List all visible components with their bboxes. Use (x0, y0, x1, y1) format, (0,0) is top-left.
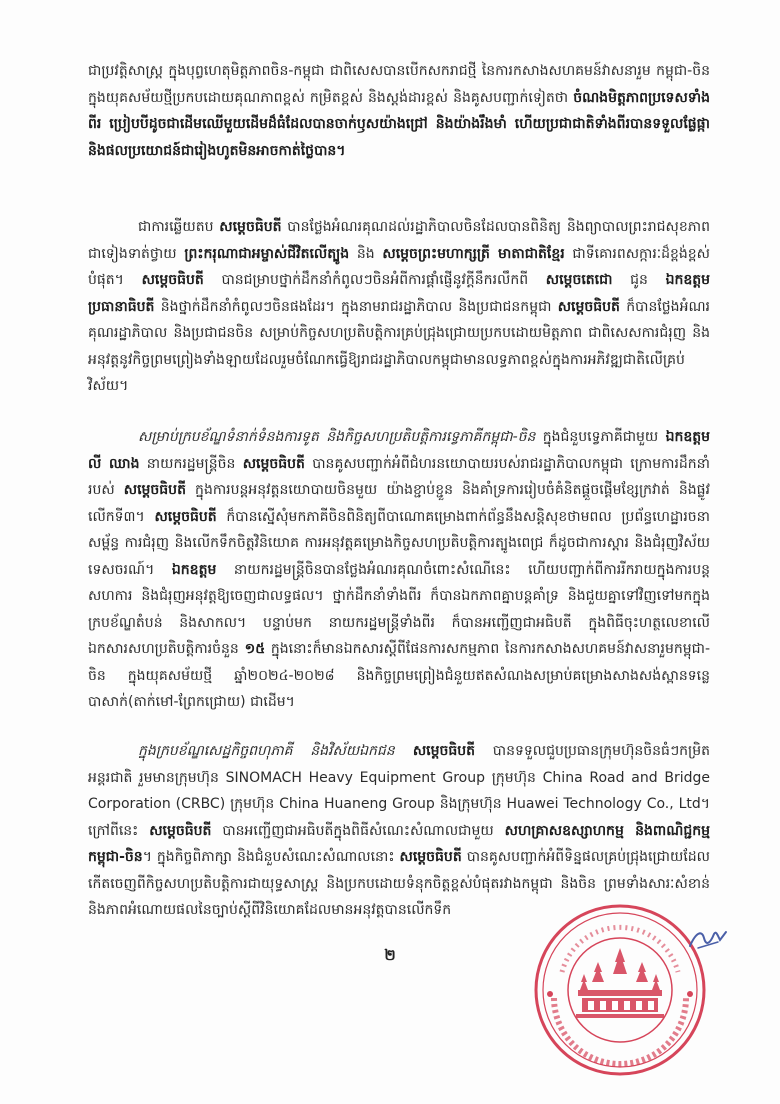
paragraph-3-text-3: បានគូសបញ្ជាក់អំពីជំហរនយោបាយរបស់រាជរដ្ឋាភិបាលកម្ពុជា ក្រោមការដឹកនាំរបស់ (88, 455, 711, 498)
paragraph-2-bold-5: សម្តេចតេជោ (545, 272, 613, 288)
paragraph-3-bold-2: សម្តេចធិបតី (242, 455, 305, 472)
paragraph-1 (88, 58, 710, 164)
paragraph-3-text-4: ក្នុងការបន្តអនុវត្តនយោបាយចិនមួយ យ៉ាងខ្ជាប់ខ្ជួន និងគាំទ្រការរៀបចំគំនិតផ្តួចផ្តើមខ្សែក្រវាត់ និងផ្លូវ លើកទី៣។ (88, 482, 710, 525)
paragraph-1-bold: ចំណងមិត្តភាពប្រទេសទាំងពីរ ប្រៀបបីដូចជាដើមឈើមួយដើមដ៏ធំដែលបានចាក់ឫសយ៉ាងជ្រៅ និងយ៉ាងរឹងមាំ ហើយប្រជាជាតិទាំងពីរបានទទួលផ្លែផ្កានិងផលប្រយោជន៍ជារៀងហូតមិនអាចកាត់ថ្លៃបាន។ (88, 89, 710, 159)
paragraph-4-bold-3: សហគ្រាសឧស្សាហកម្ម និងពាណិជ្ជកម្មកម្ពុជា-ចិន (88, 822, 710, 865)
paragraph-4-italic: ក្នុងក្របខ័ណ្ឌសេដ្ឋកិច្ចពហុភាគី និងវិស័យឯកជន (138, 743, 395, 759)
angkor-wat-seal-icon (532, 902, 708, 1078)
paragraph-3-bold-5: ឯកឧត្តម (171, 561, 217, 578)
paragraph-2-text-1: ជាការឆ្លើយតប (138, 219, 220, 235)
paragraph-2-text-7: និងថ្នាក់ដឹកនាំកំពូលៗចិនផងដែរ។ ក្នុងនាមរាជរដ្ឋាភិបាល និងប្រជាជនកម្ពុជា (154, 298, 558, 315)
paragraph-2-text-8: ក៏បានថ្លែងអំណរគុណរដ្ឋាភិបាល និងប្រជាជនចិន សម្រាប់កិច្ចសហប្រតិបត្តិការគ្រប់ជ្រុងជ្រោយប្រកបដោយមិត្តភាព ជាពិសេសការជំរុញ និងអនុវត្តនូវកិច្ចព្រមព្រៀងទាំងឡាយដែលរួមចំណែកធ្វើឱ្យរាជរដ្ឋាភិបាលកម្ពុជាមានលទ្ធភាពខ្ពស់ក្នុងការអភិវឌ្ឍជាតិលើគ្រប់វិស័យ។ (88, 298, 710, 394)
paragraph-4-bold-2: សម្តេចធិបតី (149, 822, 212, 839)
paragraph-3-bold-6: ១៥ (244, 641, 266, 657)
paragraph-3 (88, 424, 710, 716)
paragraph-4-text-4: បានគូសបញ្ជាក់អំពីទិន្នផលគ្រប់ជ្រុងជ្រោយដែលកើតចេញពីកិច្ចសហប្រតិបត្តិការជាយុទ្ធសាស្ត្រ និងប្រកបដោយទំនុកចិត្តខ្ពស់បំផុតរវាងកម្ពុជា និងចិន ព្រមទាំងសារៈសំខាន់ និងភាពអំណោយផលនៃច្បាប់ស្តីពីវិនិយោគដែលមានអនុវត្តបានលើកទឹក (88, 849, 710, 918)
paragraph-3-text-2: នាយករដ្ឋមន្ត្រីចិន (139, 455, 243, 472)
paragraph-1-text: ជាប្រវត្តិសាស្ត្រ ក្នុងបុព្វហេតុមិត្តភាពចិន-កម្ពុជា ជាពិសេសបានបើកសករាជថ្មី នៃការកសាងសហគមន៍វាសនារួម កម្ពុជា-ចិន ក្នុងយុគសម័យថ្មីប្រកបដោយគុណភាពខ្ពស់ កម្រិតខ្ពស់ និងស្តង់ដារខ្ពស់ និងគូសបញ្ជាក់ទៀតថា (88, 63, 710, 106)
paragraph-3-italic: សម្រាប់ក្របខ័ណ្ឌទំនាក់ទំនងការទូត និងកិច្ចសហប្រតិបត្តិការទ្វេភាគីកម្ពុជា-ចិន (138, 429, 536, 445)
paragraph-2 (88, 214, 710, 400)
paragraph-2-bold-1: សម្តេចធិបតី (219, 219, 282, 235)
paragraph-3-bold-3: សម្តេចធិបតី (123, 482, 186, 498)
paragraph-3-text-5: ក៏បានស្នើសុំមកភាគីចិនពិនិត្យពីបាណោគម្រោងពាក់ព័ន្ធនឹងសន្តិសុខថាមពល ប្រព័ន្ធហេដ្ឋារចនាសម្ព័ន្ធ ការជំរុញ និងលើកទឹកចិត្តវិនិយោគ ការអនុវត្តគម្រោងកិច្ចសហប្រតិបត្តិការត្បូងពេជ្រ ក៏ដូចជាការស្តារ និងជំរុញវិស័យទេសចរណ៍។ (88, 508, 710, 578)
paragraph-3-text-1: ក្នុងជំនួបទ្វេភាគីជាមួយ (535, 429, 666, 445)
paragraph-4-bold-4: សម្តេចធិបតី (399, 849, 462, 865)
paragraph-2-text-6: ជូន (612, 272, 666, 288)
paragraph-4 (88, 738, 710, 924)
paragraph-2-text-4: ជាទីគោរពសក្ការៈដ៏ខ្ពង់ខ្ពស់បំផុត។ (88, 245, 710, 288)
paragraph-2-text-3: និង (349, 245, 383, 262)
paragraph-4-text-2: បានអញ្ជើញជាអធិបតីក្នុងពិធីសំណេះសំណាលជាមួយ (211, 822, 505, 839)
paragraph-3-bold-1: ឯកឧត្តម លី ឈាង (88, 429, 710, 472)
paragraph-3-text-6: នាយករដ្ឋមន្ត្រីចិនបានថ្លែងអំណរគុណចំពោះសំណើនេះ ហើយបញ្ជាក់ពីការរីករាយក្នុងការបន្តសហការ និងជំរុញអនុវត្តឱ្យចេញជាលទ្ធផល។ ថ្នាក់ដឹកនាំទាំងពីរ ក៏បានឯកភាពគ្នាបន្តគាំទ្រ និងជួយគ្នាទៅវិញទៅមកក្នុងក្របខ័ណ្ឌតំបន់ និងសាកល។ បន្ទាប់មក នាយករដ្ឋមន្ត្រីទាំងពីរ ក៏បានអញ្ជើញជាអធិបតី ក្នុងពិធីចុះហត្ថលេខាលើឯកសារសហប្រតិបត្តិការចំនួន (88, 561, 711, 657)
paragraph-2-bold-7: សម្តេចធិបតី (557, 298, 620, 315)
paragraph-3-text-7: ក្នុងនោះក៏មានឯកសារស្តីពីផែនការសកម្មភាព នៃការកសាងសហគមន៍វាសនារួមកម្ពុជា-ចិន ក្នុងយុគសម័យថ្មី ឆ្នាំ២០២៤-២០២៨ និងកិច្ចព្រមព្រៀងជំនួយឥតសំណងសម្រាប់គម្រោងសាងសង់ស្ពានទន្លេបាសាក់(តាក់មៅ-ព្រែកជ្រោយ) ជាដើម។ (88, 641, 710, 710)
paragraph-3-bold-4: សម្តេចធិបតី (154, 508, 217, 525)
paragraph-2-bold-2: ព្រះករុណាជាអម្ចាស់ជីវិតលើត្បូង (184, 245, 350, 262)
paragraph-2-bold-6: ឯកឧត្តមប្រធានាធិបតី (88, 272, 710, 315)
paragraph-4-text-1: បានទទួលជួបប្រធានក្រុមហ៊ុនចិនធំៗកម្រិតអន្តរជាតិ រួមមានក្រុមហ៊ុន SINOMACH Heavy Equipment Group ក្រុមហ៊ុន China Road and Bridge Corporation (CRBC) ក្រុមហ៊ុន China Huaneng Group និងក្រុមហ៊ុន Huawei Technology Co., Ltd។ ក្រៅពីនេះ (88, 743, 710, 839)
paragraph-2-bold-3: សម្តេចព្រះមហាក្សត្រី មាតាជាតិខ្មែរ (382, 245, 565, 262)
page-number: ២ (384, 946, 396, 964)
paragraph-2-text-5: បានជម្រាបថ្នាក់ដឹកនាំកំពូលៗចិនអំពីការផ្តាំផ្ញើនូវក្តីនឹករលឹកពី (203, 272, 546, 288)
paragraph-2-bold-4: សម្តេចធិបតី (141, 272, 204, 288)
paragraph-4-bold-1: សម្តេចធិបតី (394, 743, 476, 759)
paragraph-2-text-2: បានថ្លែងអំណរគុណដល់រដ្ឋាភិបាលចិនដែលបានពិនិត្យ និងព្យាបាលព្រះរាជសុខភាពជាទៀងទាត់ថ្វាយ (88, 219, 710, 262)
signature-icon (688, 926, 728, 952)
paragraph-4-text-3: ។ ក្នុងកិច្ចពិភាក្សា និងជំនួបសំណេះសំណាលនោះ (142, 849, 400, 865)
